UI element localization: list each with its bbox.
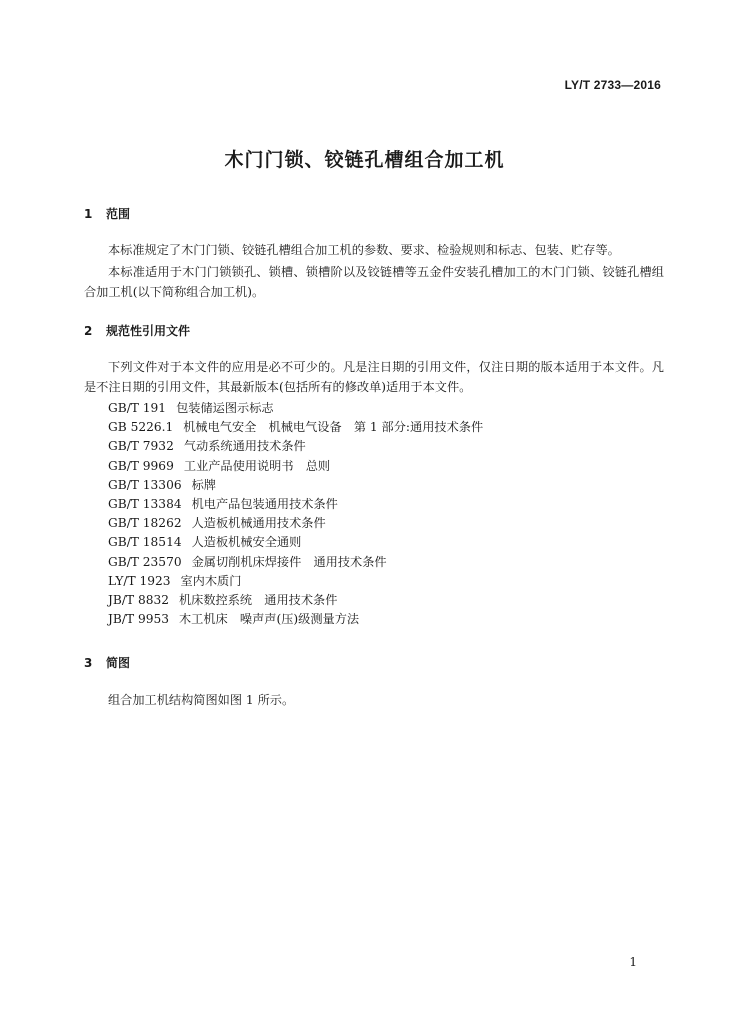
reference-title: 人造板机械安全通则 [191,535,302,550]
section-number: 1 [84,207,93,221]
section-1-paragraph-1: 本标准规定了木门门锁、铰链孔槽组合加工机的参数、要求、检验规则和标志、包装、贮存等。 [108,243,620,257]
reference-title: 木工机床 噪声声(压)级测量方法 [178,612,360,627]
reference-title: 机械电气安全 机械电气设备 第 1 部分:通用技术条件 [183,420,484,435]
reference-title: 金属切削机床焊接件 通用技术条件 [191,554,387,569]
reference-code: GB/T 9969 [108,458,174,473]
reference-title: 室内木质门 [180,573,242,588]
reference-title: 机床数控系统 通用技术条件 [178,592,338,607]
reference-item [108,610,483,629]
section-3-paragraph-1: 组合加工机结构简图如图 1 所示。 [108,693,295,707]
reference-item [108,437,483,456]
reference-title: 标牌 [191,477,216,492]
reference-code: JB/T 8832 [108,592,169,607]
reference-item [108,572,483,591]
reference-code: GB/T 18262 [108,516,182,531]
section-title: 范围 [106,207,131,221]
section-2-paragraph-1: 下列文件对于本文件的应用是必不可少的。凡是注日期的引用文件，仅注日期的版本适用于本文件。凡是不注日期的引用文件，其最新版本(包括所有的修改单)适用于本文件。 [84,360,664,394]
reference-item [108,514,483,533]
reference-title: 气动系统通用技术条件 [183,439,306,454]
reference-item [108,476,483,495]
document-title: 木门门锁、铰链孔槽组合加工机 [224,149,505,171]
reference-code: JB/T 9953 [108,612,169,627]
reference-item [108,418,483,437]
section-3-heading [84,654,130,671]
reference-title: 包装储运图示标志 [176,401,274,415]
section-number: 2 [84,324,93,338]
reference-code: LY/T 1923 [108,573,171,588]
reference-item [108,399,483,418]
reference-item [108,533,483,552]
section-2-heading [84,322,190,339]
section-1-heading [84,205,130,222]
normative-references-list [108,399,483,629]
section-title: 简图 [106,656,131,670]
reference-code: GB/T 191 [108,401,167,415]
page-number: 1 [629,955,637,969]
reference-code: GB 5226.1 [108,420,174,435]
reference-item [108,553,483,572]
section-1-paragraph-2: 本标准适用于木门门锁锁孔、锁槽、锁槽阶以及铰链槽等五金件安装孔槽加工的木门门锁、铰链孔槽组合加工机(以下简称组合加工机)。 [84,265,664,299]
reference-item [108,495,483,514]
reference-item [108,591,483,610]
section-number: 3 [84,656,93,670]
reference-title: 人造板机械通用技术条件 [191,516,326,531]
standard-code: LY/T 2733—2016 [564,78,661,92]
reference-title: 工业产品使用说明书 总则 [183,458,331,473]
reference-item [108,457,483,476]
reference-code: GB/T 13306 [108,477,182,492]
reference-code: GB/T 18514 [108,535,182,550]
reference-code: GB/T 7932 [108,439,174,454]
reference-title: 机电产品包装通用技术条件 [191,496,338,511]
section-title: 规范性引用文件 [106,324,191,338]
reference-code: GB/T 23570 [108,554,182,569]
reference-code: GB/T 13384 [108,496,182,511]
